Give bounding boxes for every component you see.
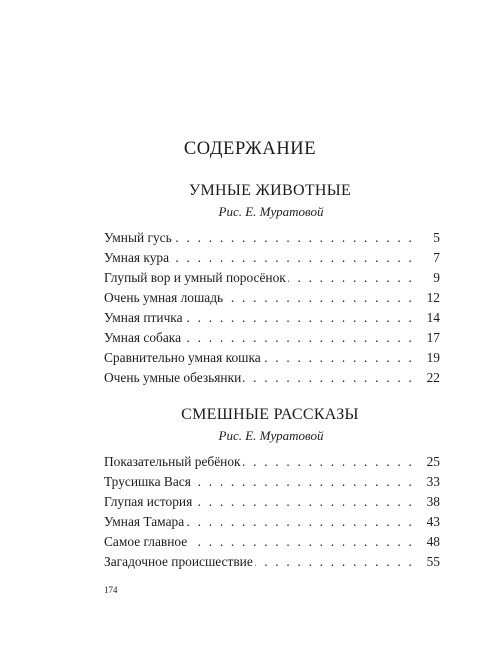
toc-entry-page: 14 <box>426 310 440 325</box>
toc-entry-page: 5 <box>433 230 440 245</box>
toc-entry[interactable] <box>104 368 440 388</box>
section-heading: СМЕШНЫЕ РАССКАЗЫ <box>181 406 359 423</box>
toc-entry[interactable] <box>104 308 440 328</box>
toc-entry-title: Умная собака <box>104 330 182 345</box>
toc-entry-page: 22 <box>426 370 440 385</box>
toc-entry-title: Умная кура <box>104 250 170 265</box>
toc-entry[interactable] <box>104 228 440 248</box>
toc-entry-page: 33 <box>426 474 440 489</box>
dot-leader <box>263 348 414 368</box>
toc-entry[interactable] <box>104 452 440 472</box>
toc-entry[interactable] <box>104 472 440 492</box>
contents-title: СОДЕРЖАНИЕ <box>183 139 317 159</box>
dot-leader <box>185 308 414 328</box>
toc-entry-page: 19 <box>426 350 440 365</box>
toc-entry[interactable] <box>104 512 440 532</box>
toc-entry[interactable] <box>104 328 440 348</box>
dot-leader <box>225 288 414 308</box>
toc-entry-page: 7 <box>433 250 440 265</box>
section-illustrator: Рис. Е. Муратовой <box>218 204 324 219</box>
dot-leader <box>243 368 414 388</box>
dot-leader <box>193 472 414 492</box>
toc-entry-title: Глупый вор и умный поросёнок <box>104 270 286 285</box>
toc-entry-page: 12 <box>426 290 440 305</box>
dot-leader <box>171 248 414 268</box>
section-illustrator: Рис. Е. Муратовой <box>218 428 324 443</box>
toc-entry-title: Сравнительно умная кошка <box>104 350 261 365</box>
toc-entry[interactable] <box>104 552 440 572</box>
toc-entry[interactable] <box>104 248 440 268</box>
toc-entry-page: 48 <box>426 534 440 549</box>
toc-entry-title: Очень умная лошадь <box>104 290 224 305</box>
section-heading: УМНЫЕ ЖИВОТНЫЕ <box>188 182 352 199</box>
toc-entry[interactable] <box>104 532 440 552</box>
toc-entry-title: Трусишка Вася <box>104 474 191 489</box>
toc-entry-page: 55 <box>426 554 440 569</box>
toc-entry-title: Самое главное <box>104 534 188 549</box>
dot-leader <box>174 228 414 248</box>
toc-entry-page: 25 <box>426 454 440 469</box>
dot-leader <box>255 552 414 572</box>
toc-entry-page: 38 <box>426 494 440 509</box>
toc-entry-page: 43 <box>426 514 440 529</box>
toc-list-section-2 <box>104 452 440 572</box>
page-number: 174 <box>104 585 118 595</box>
toc-entry[interactable] <box>104 492 440 512</box>
dot-leader <box>288 268 414 288</box>
toc-entry-title: Очень умные обезьянки <box>104 370 242 385</box>
dot-leader <box>194 492 414 512</box>
toc-entry-title: Показательный ребёнок <box>104 454 241 469</box>
toc-entry-page: 9 <box>433 270 440 285</box>
dot-leader <box>189 532 414 552</box>
dot-leader <box>186 512 414 532</box>
toc-entry-title: Умная птичка <box>104 310 183 325</box>
toc-entry-title: Загадочное происшествие <box>104 554 253 569</box>
dot-leader <box>243 452 414 472</box>
toc-entry[interactable] <box>104 348 440 368</box>
toc-list-section-1 <box>104 228 440 388</box>
toc-entry[interactable] <box>104 268 440 288</box>
toc-entry-page: 17 <box>426 330 440 345</box>
dot-leader <box>183 328 414 348</box>
toc-entry[interactable] <box>104 288 440 308</box>
toc-entry-title: Глупая история <box>104 494 193 509</box>
toc-entry-title: Умная Тамара <box>104 514 185 529</box>
toc-entry-title: Умный гусь <box>104 230 172 245</box>
